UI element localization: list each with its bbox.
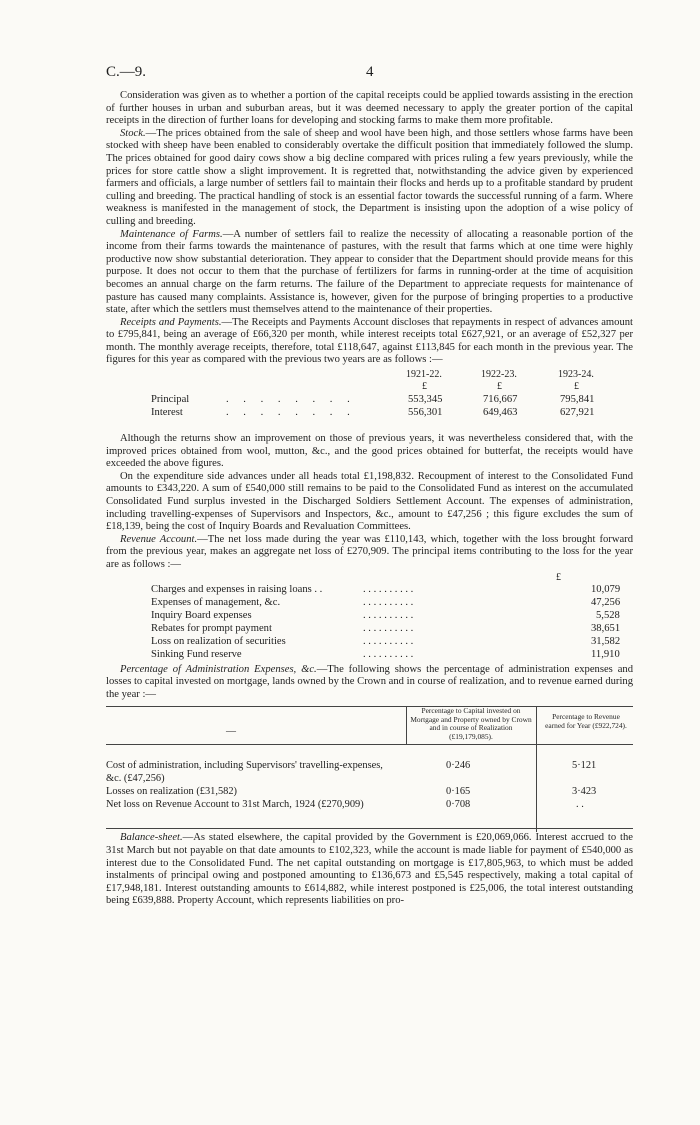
year-header: 1922-23.: [481, 369, 517, 381]
loss-row: [151, 584, 621, 596]
loss-value: 5,528: [596, 609, 620, 621]
loss-row: [151, 649, 621, 661]
header-rule: [106, 744, 633, 745]
row-label: Losses on realization (£31,582): [106, 786, 238, 798]
row-label: Cost of administration, including Supervisors' travelling-expenses, &c. (£47,256): [106, 760, 383, 784]
loss-value: 47,256: [591, 596, 621, 608]
loss-row: [151, 597, 621, 609]
column-divider: [536, 706, 537, 832]
heading-stock: Stock.: [120, 127, 146, 139]
leader-dots: . . . . . . . . . .: [363, 609, 414, 621]
heading-revenue: Revenue Account.: [120, 533, 198, 545]
text-maintenance: —A number of settlers fail to realize the necessity of allocating a reasonable portion of the income from their farms towards the maintenance of pastures, with the result that farms which at one time were highly productive now show substantial deterioration. They appear to consider that the Department should provide means for this purpose. It does not occur to them that the purchase of fertilizers for farms in running-order at the time of acquisition becomes an annual charge on the farm returns. The failure of the Department to appreciate requests for maintenance of pasture has caused many complaints. Assistance is, however, given for the purpose of bringing properties to a productive state, after which the settlers must themselves attend to the maintenance of their properties.: [106, 228, 634, 316]
paragraph-percentage: [106, 664, 633, 702]
loss-label: Rebates for prompt payment: [151, 622, 272, 634]
body-text: [106, 90, 633, 908]
loss-value: 11,910: [591, 648, 620, 660]
table-top-rule: [106, 706, 633, 707]
leader-dots: . . . . . . . . . .: [363, 648, 414, 660]
leader-dots: . . . . . . . . . .: [363, 596, 414, 608]
text-balance-sheet: —As stated elsewhere, the capital provided by the Government is £20,069,066. Interest accrued to the 31st March but not payable on that date amounts to £102,323, while the account is made liable for payment of £540,000 as interest due to the Consolidated Fund. The net capital outstanding on mortgage is £17,805,963, to which must be added instalments of principal owing and postponed amounting to £136,673 and £5,545 respectively, making a total capital of £17,948,181. Interest outstanding amounts to £614,882, while interest postponed is £25,006, the total interest outstanding being £639,888. Property Account, which represents liabilities on pro-: [106, 832, 633, 907]
row-label: Interest: [151, 407, 183, 419]
loss-label: Sinking Fund reserve: [151, 648, 242, 660]
cell-value: 553,345: [408, 394, 443, 406]
text-percentage: —The following shows the percentage of administration expenses and losses to capital invested on mortgage, lands owned by the Crown and in course of realization, and to revenue earned during the year :—: [106, 663, 633, 700]
loss-value: 31,582: [591, 635, 621, 647]
cell-value: 627,921: [560, 407, 595, 419]
pound-unit: £: [422, 381, 427, 393]
cell-value: 556,301: [408, 407, 443, 419]
cell-capital: 0·165: [446, 786, 471, 798]
cell-capital: 0·246: [446, 760, 471, 772]
paragraph-revenue: [106, 534, 633, 572]
cell-revenue: 5·121: [572, 760, 597, 772]
year-header: 1921-22.: [406, 369, 442, 381]
loss-label: Expenses of management, &c.: [151, 596, 281, 608]
paragraph-maintenance: [106, 229, 633, 317]
leader-dots: . . . . . . . . . .: [363, 635, 414, 647]
row-label: Principal: [151, 394, 190, 406]
cell-value: 795,841: [560, 394, 595, 406]
receipts-table: [106, 369, 633, 433]
loss-label: Charges and expenses in raising loans . .: [151, 583, 323, 595]
paragraph-receipts: [106, 317, 633, 367]
paragraph-expenditure: On the expenditure side advances under all heads total £1,198,832. Recoupment of interest to the Consolidated Fund amounts to £343,220. A sum of £540,000 still remains to be paid to the Consolidated Fund as interest on the accumulated Consolidated Fund surplus invested in the Discharged Soldiers Settlement Account. The expenses of administration, including travelling-expenses of Supervisors and Inspectors, &c., amount to £47,256 ; this figure excludes the sum of £18,139, being the cost of Inquiry Boards and Revaluation Committees.: [106, 470, 633, 533]
loss-label: Inquiry Board expenses: [151, 609, 252, 621]
cell-capital: 0·708: [446, 799, 471, 811]
paragraph-improvement: Although the returns show an improvement on those of previous years, it was nevertheless considered that, with the improved prices obtained from wool, mutton, &c., and the good prices obtained for butterfat, the receipts would have exceeded the above figures.: [106, 433, 633, 470]
paragraph-stock: [106, 128, 633, 229]
text-receipts: —The Receipts and Payments Account discloses that repayments in respect of advances amount to £795,841, being an average of £66,320 per month, while interest receipts total £627,921, or an average of £52,327 per month. The monthly average receipts, therefore, total £118,647, against £113,845 for each month in the previous year. The figures for this year as compared with the previous two years are as follows :—: [106, 316, 633, 366]
text-stock: —The prices obtained from the sale of sheep and wool have been high, and those settlers whose farms have been stocked with sheep have been enabled to considerably overtake the difficult position that immediately followed the slump. The prices obtained for good dairy cows show a big decline compared with prices ruling a few years previously, while the prices for store cattle show a slight improvement. It is regretted that, notwithstanding the advice given by experienced farmers and officials, a large number of settlers fail to maintain their flocks and herds up to a profitable standard by prudent culling and breeding. The practical handling of stock is an essential factor towards the successful running of a farm. Where weakness is manifested in the management of stock, the Department is insisting upon the adoption of a wise policy of culling and breeding.: [106, 127, 633, 227]
leader-dots: . . . . . . . .: [226, 407, 356, 419]
column-header-revenue: Percentage to Revenue earned for Year (£922,724).: [545, 712, 627, 730]
paragraph-capital-receipts: Consideration was given as to whether a portion of the capital receipts could be applied towards assisting in the erection of further houses in urban and suburban areas, but it was deemed necessary to apply the greater portion of the capital receipts in the direction of further loans for developing and stocking farms to make them more profitable.: [106, 90, 633, 127]
cell-value: 649,463: [483, 407, 518, 419]
document-reference: C.—9.: [106, 64, 147, 80]
loss-row: [151, 636, 621, 648]
column-divider: [406, 706, 407, 744]
loss-value: 10,079: [591, 583, 621, 595]
row-label: Net loss on Revenue Account to 31st March, 1924 (£270,909): [106, 799, 364, 811]
loss-value: 38,651: [591, 622, 621, 634]
leader-dots: . . . . . . . . . .: [363, 622, 414, 634]
loss-items-table: [106, 572, 633, 664]
text-revenue: —The net loss made during the year was £110,143, which, together with the loss brought forward from the previous year, makes an aggregate net loss of £270,909. The principal items contributing to the loss for the year are as follows :—: [106, 533, 633, 570]
heading-percentage: Percentage of Administration Expenses, &c.: [120, 663, 317, 675]
percentage-table: [106, 704, 633, 832]
pound-unit: £: [556, 571, 561, 583]
cell-revenue: 3·423: [572, 786, 597, 798]
leader-dots: . . . . . . . .: [226, 394, 356, 406]
column-header-capital: Percentage to Capital invested on Mortgage and Property owned by Crown and in course of Realization (£19,179,085).: [410, 706, 532, 741]
table-bottom-rule: [106, 828, 633, 829]
year-header: 1923-24.: [558, 369, 594, 381]
cell-revenue: . .: [576, 799, 584, 811]
pound-unit: £: [574, 381, 579, 393]
heading-balance-sheet: Balance-sheet.: [120, 832, 183, 844]
loss-label: Loss on realization of securities: [151, 635, 286, 647]
stub-header: —: [226, 726, 236, 738]
page-number: 4: [366, 64, 374, 80]
heading-maintenance: Maintenance of Farms.: [120, 228, 223, 240]
pound-unit: £: [497, 381, 502, 393]
heading-receipts: Receipts and Payments.: [120, 316, 222, 328]
paragraph-balance-sheet: [106, 832, 633, 908]
loss-row: [151, 610, 621, 622]
cell-value: 716,667: [483, 394, 518, 406]
loss-row: [151, 623, 621, 635]
leader-dots: . . . . . . . . . .: [363, 583, 414, 595]
